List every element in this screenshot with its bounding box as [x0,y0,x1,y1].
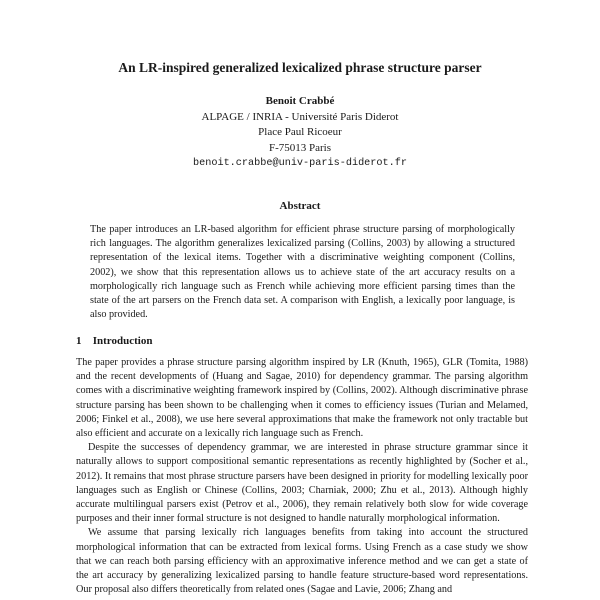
abstract-heading: Abstract [279,200,321,212]
paper-title: An LR-inspired generalized lexicalized phrase structure parser [118,60,482,75]
section-title: Introduction [92,335,153,347]
author-name: Benoit Crabbé [265,95,335,107]
author-block [0,94,600,172]
author-address-line1: Place Paul Ricoeur [258,126,342,138]
section-body [76,356,528,597]
author-address-line2: F-75013 Paris [268,141,332,154]
section-heading [76,335,152,347]
abstract-text: The paper introduces an LR-based algorithm for efficient phrase structure parsing of morphologically rich languages. The algorithm generalizes lexicalized parsing (Collins, 2003) by allowing a structured representation of the lexical items. Together with a discriminative weighting component (Collins, 2002), we show that this representation allows us to achieve state of the art accuracy results on a morphologically rich language such as French while achieving more efficient parsing times than the state of the art parsers on the French data set. A comparison with English, a lexically poor language, is also provided. [90,224,515,321]
author-email: benoit.crabbe@univ-paris-diderot.fr [193,158,407,169]
author-affiliation: ALPAGE / INRIA - Université Paris Diderot [201,110,399,123]
body-paragraph: The paper provides a phrase structure parsing algorithm inspired by LR (Knuth, 1965), GLR (Tomita, 1988) and the recent developments of (Huang and Sagae, 2010) for dependency grammar. The parsing algorithm comes with a discriminative weighting framework inspired by (Collins, 2002). Although discriminative phrase structure parsing has been shown to be challenging when it comes to efficiency issues (Turian and Melamed, 2006; Finkel et al., 2008), we use here several approximations that make the framework not only tractable but also efficient and accurate on a lexically rich language such as French. [76,357,528,440]
body-paragraph: We assume that parsing lexically rich languages benefits from taking into account the structured morphological information that can be extracted from lexical forms. Using French as a case study we show that we can reach both parsing efficiency with an approximative inference method and we can get a state of the art accuracy by generalizing lexicalized parsing to handle feature structure-based word representations. Our proposal also differs theoretically from related ones (Sagae and Lavie, 2006; Zhang and [76,527,528,596]
body-paragraph: Despite the successes of dependency grammar, we are interested in phrase structure grammar since it naturally allows to support compositional semantic representations as recently highlighted by (Socher et al., 2012). It remains that most phrase structure parsers have been designed in priority for modelling lexically poor languages such as English or Chinese (Collins, 2003; Charniak, 2000; Zhu et al., 2013). Although highly accurate multilingual parsers exist (Petrov et al., 2006), they remain relatively both slow for wide coverage purposes and their inner formal structure is not designed to handle naturally morphological information. [76,442,528,525]
section-number: 1 [76,335,82,347]
